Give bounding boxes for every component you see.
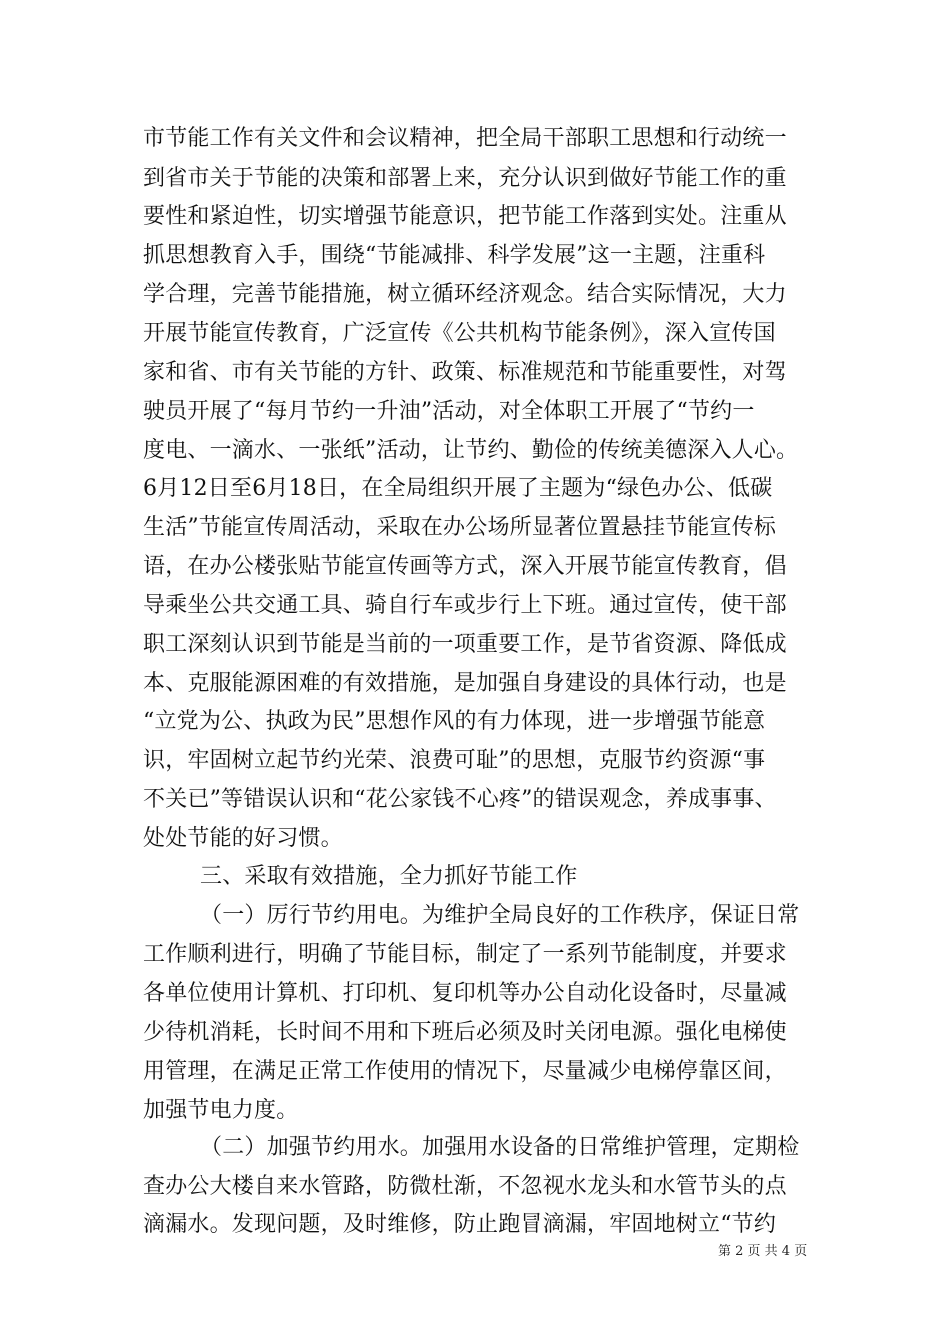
- body-line-14: 职工深刻认识到节能是当前的一项重要工作，是节省资源、降低成: [143, 632, 787, 657]
- body-line-15: 本、克服能源困难的有效措施，是加强自身建设的具体行动，也是: [143, 671, 787, 696]
- body-line-16: “立党为公、执政为民”思想作风的有力体现，进一步增强节能意: [143, 709, 766, 734]
- body-line-19: 处处节能的好习惯。: [143, 826, 343, 851]
- body-line-13: 导乘坐公共交通工具、骑自行车或步行上下班。通过宣传，使干部: [143, 593, 787, 618]
- body-line-10: 6月12日至6月18日，在全局组织开展了主题为“绿色办公、低碳: [143, 476, 773, 501]
- body-line-2: 到省市关于节能的决策和部署上来，充分认识到做好节能工作的重: [143, 166, 787, 191]
- body-line-8: 驶员开展了“每月节约一升油”活动，对全体职工开展了“节约一: [143, 399, 755, 424]
- body-line-18: 不关已”等错误认识和“花公家钱不心疼”的错误观念，养成事事、: [143, 787, 777, 812]
- body-line-9: 度电、一滴水、一张纸”活动，让节约、勤俭的传统美德深入人心。: [143, 438, 799, 463]
- body-line-25: 用管理，在满足正常工作使用的情况下，尽量减少电梯停靠区间，: [143, 1059, 787, 1084]
- body-line-4: 抓思想教育入手，围绕“节能减排、科学发展”这一主题，注重科: [143, 243, 766, 268]
- body-line-12: 语，在办公楼张贴节能宣传画等方式，深入开展节能宣传教育，倡: [143, 554, 787, 579]
- body-line-27: （二）加强节约用水。加强用水设备的日常维护管理，定期检: [200, 1135, 800, 1160]
- body-line-5: 学合理，完善节能措施，树立循环经济观念。结合实际情况，大力: [143, 282, 787, 307]
- body-line-23: 各单位使用计算机、打印机、复印机等办公自动化设备时，尽量减: [143, 981, 787, 1006]
- body-line-22: 工作顺利进行，明确了节能目标，制定了一系列节能制度，并要求: [143, 942, 787, 967]
- body-line-1: 市节能工作有关文件和会议精神，把全局干部职工思想和行动统一: [143, 126, 787, 151]
- body-line-3: 要性和紧迫性，切实增强节能意识，把节能工作落到实处。注重从: [143, 204, 787, 229]
- body-line-11: 生活”节能宣传周活动，采取在办公场所显著位置悬挂节能宣传标: [143, 515, 777, 540]
- body-line-29: 滴漏水。发现问题，及时维修，防止跑冒滴漏，牢固地树立“节约: [143, 1212, 777, 1237]
- body-line-26: 加强节电力度。: [143, 1098, 299, 1123]
- body-line-6: 开展节能宣传教育，广泛宣传《公共机构节能条例》，深入宣传国: [143, 321, 776, 346]
- section-heading: 三、采取有效措施，全力抓好节能工作: [200, 864, 578, 889]
- body-line-21: （一）厉行节约用电。为维护全局良好的工作秩序，保证日常: [200, 903, 800, 928]
- body-line-7: 家和省、市有关节能的方针、政策、标准规范和节能重要性，对驾: [143, 360, 787, 385]
- body-line-24: 少待机消耗，长时间不用和下班后必须及时关闭电源。强化电梯使: [143, 1020, 787, 1045]
- body-line-28: 查办公大楼自来水管路，防微杜渐，不忽视水龙头和水管节头的点: [143, 1174, 787, 1199]
- body-line-17: 识，牢固树立起节约光荣、浪费可耻”的思想，克服节约资源“事: [143, 748, 766, 773]
- page-number: 第 2 页 共 4 页: [718, 1244, 808, 1259]
